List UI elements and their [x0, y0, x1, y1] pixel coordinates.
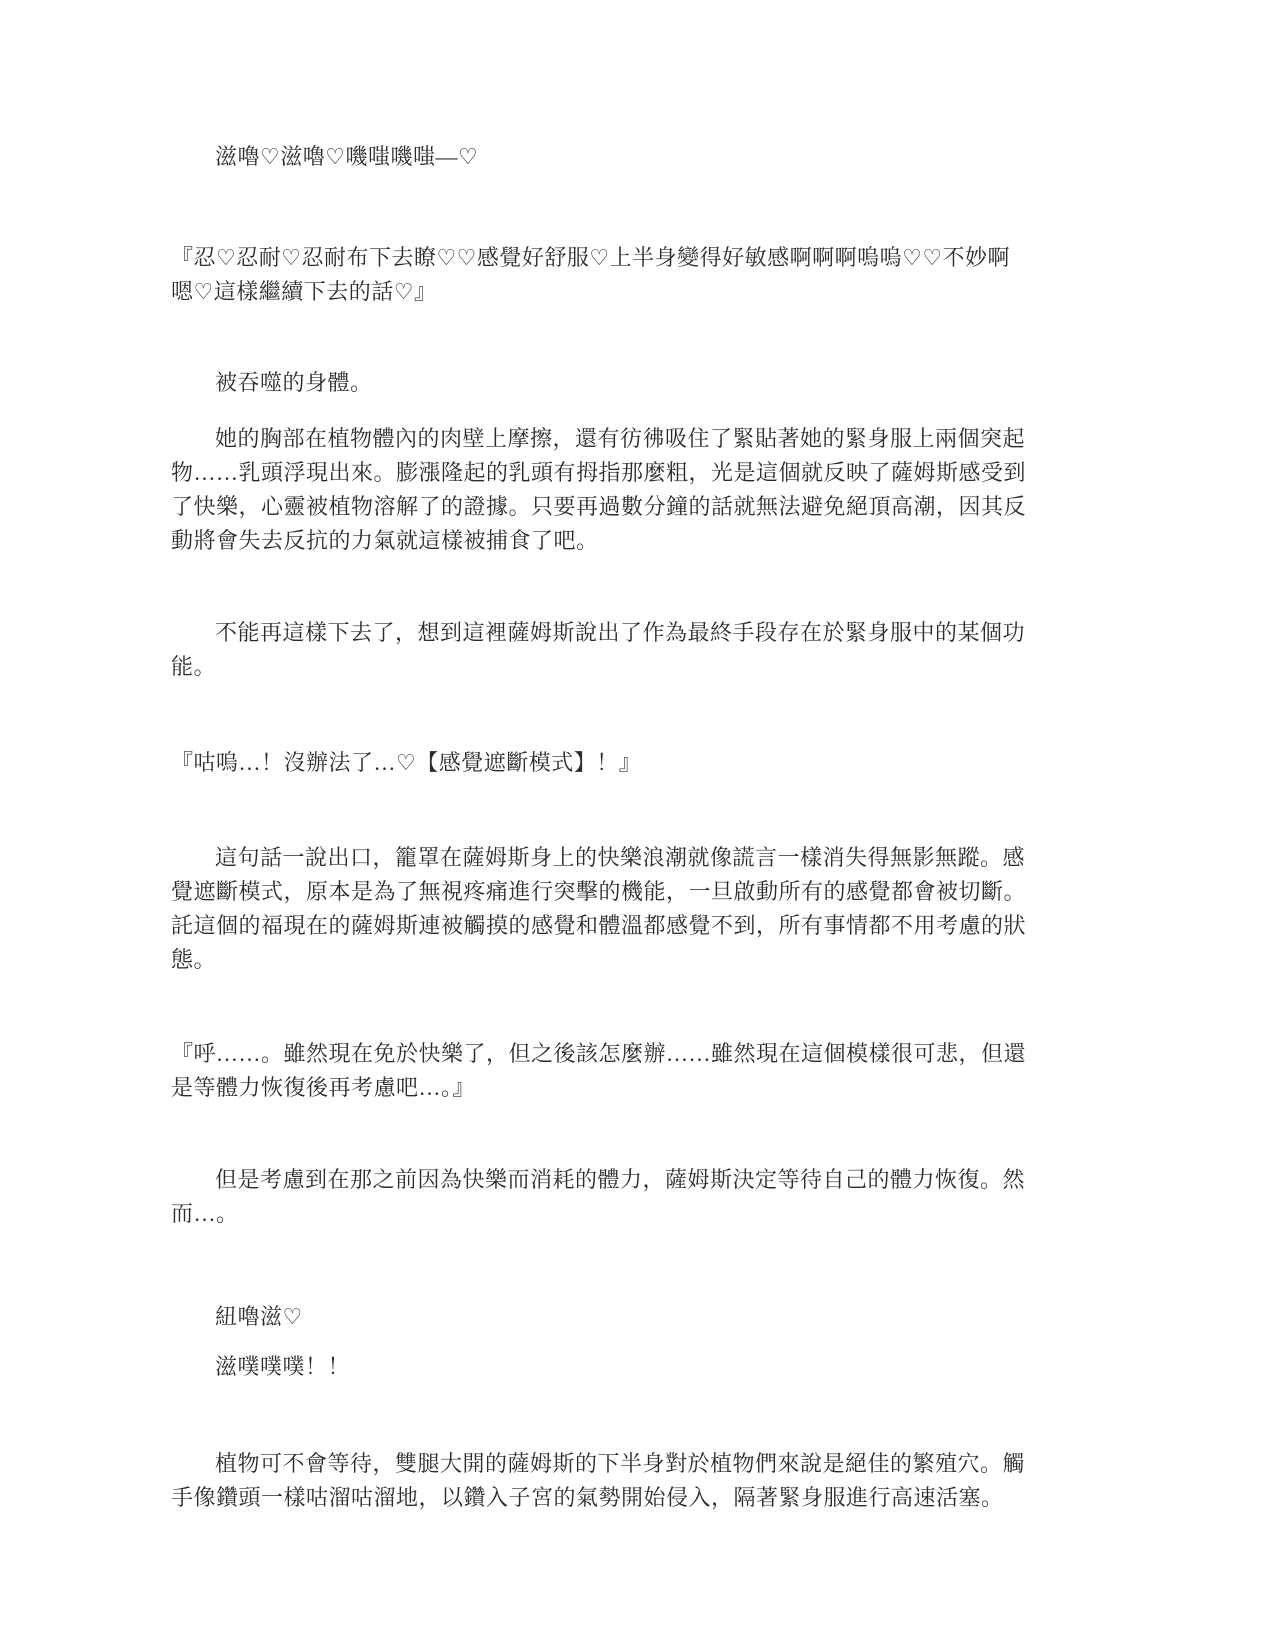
dialogue-line-1: 『忍♡忍耐♡忍耐布下去瞭♡♡感覺好舒服♡上半身變得好敏感啊啊啊嗚嗚♡♡不妙啊嗯♡這樣繼續下去的話♡』 — [171, 245, 1011, 304]
dialogue-line-2: 『咕嗚…！沒辦法了…♡【感覺遮斷模式】！』 — [171, 750, 642, 775]
sfx-line-2: 紐嚕滋♡ — [215, 1304, 303, 1329]
narration-paragraph-5: 但是考慮到在那之前因為快樂而消耗的體力，薩姆斯決定等待自己的體力恢復。然而…。 — [171, 1167, 1026, 1226]
sfx-line-1: 滋嚕♡滋嚕♡嘰嗤嘰嗤—♡ — [215, 144, 479, 169]
dialogue-line-3: 『呼……。雖然現在免於快樂了，但之後該怎麼辦……雖然現在這個模樣很可悲，但還是等體力恢復後再考慮吧…。』 — [171, 1041, 1027, 1100]
narration-paragraph-4: 這句話一說出口，籠罩在薩姆斯身上的快樂浪潮就像謊言一樣消失得無影無蹤。感覺遮斷模式，原本是為了無視疼痛進行突擊的機能，一旦啟動所有的感覺都會被切斷。託這個的福現在的薩姆斯連被觸摸的感覺和體溫都感覺不到，所有事情都不用考慮的狀態。 — [171, 845, 1027, 972]
narration-paragraph-2: 她的胸部在植物體內的肉壁上摩擦，還有彷彿吸住了緊貼著她的緊身服上兩個突起物……乳頭浮現出來。膨漲隆起的乳頭有拇指那麼粗，光是這個就反映了薩姆斯感受到了快樂，心靈被植物溶解了的證據。只要再過數分鐘的話就無法避免絕頂高潮，因其反動將會失去反抗的力氣就這樣被捕食了吧。 — [171, 426, 1027, 553]
sfx-line-3: 滋噗噗噗！！ — [215, 1354, 351, 1379]
text-content — [171, 140, 1031, 1515]
narration-paragraph-6: 植物可不會等待，雙腿大開的薩姆斯的下半身對於植物們來說是絕佳的繁殖穴。觸手像鑽頭一樣咕溜咕溜地，以鑽入子宮的氣勢開始侵入，隔著緊身服進行高速活塞。 — [171, 1451, 1026, 1510]
narration-paragraph-1: 被吞噬的身體。 — [215, 370, 373, 395]
narration-paragraph-3: 不能再這樣下去了，想到這裡薩姆斯說出了作為最終手段存在於緊身服中的某個功能。 — [171, 620, 1026, 679]
